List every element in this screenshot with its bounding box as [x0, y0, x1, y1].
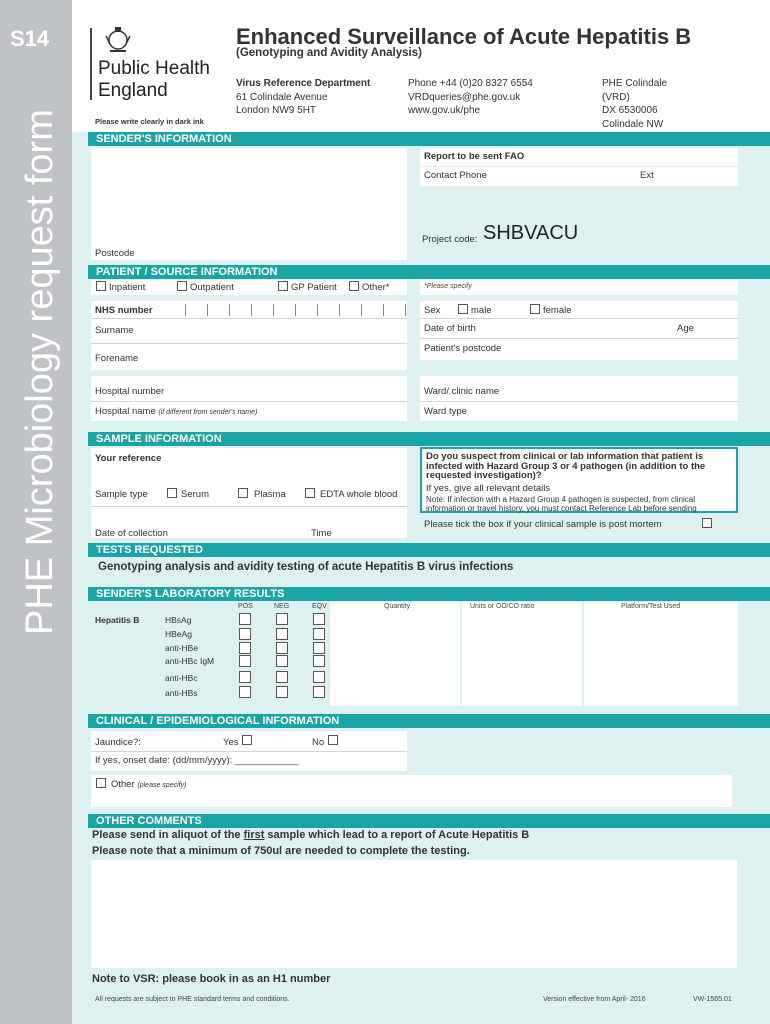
hbsag-pos-checkbox[interactable] — [239, 613, 251, 625]
hbeag-neg-checkbox[interactable] — [276, 628, 288, 640]
platform-column[interactable] — [584, 602, 738, 706]
pos-header: POS — [238, 603, 253, 610]
other-comments-field[interactable] — [91, 860, 737, 968]
sender-address-field[interactable] — [91, 148, 407, 260]
platform-header: Platform/Test Used — [621, 603, 681, 610]
hbeag-pos-checkbox[interactable] — [239, 628, 251, 640]
neg-header: NEG — [274, 603, 290, 610]
marker-label: HBeAg — [165, 629, 192, 639]
hbsag-neg-checkbox[interactable] — [276, 613, 288, 625]
please-specify-label: *Please specify — [424, 283, 472, 290]
date-collection-label: Date of collection — [95, 528, 168, 539]
post-mortem-label: Please tick the box if your clinical sample is post mortem — [424, 519, 662, 530]
report-fao-label: Report to be sent FAO — [424, 151, 525, 162]
quantity-column[interactable] — [330, 602, 460, 706]
hazard-group-note: Note: If infection with a Hazard Group 4 pathogen is suspected, from clinical information or travel history, you must contact Reference Lab before sending — [426, 495, 697, 513]
ext-label: Ext — [640, 170, 654, 181]
section-clinical-epidemiological: CLINICAL / EPIDEMIOLOGICAL INFORMATION — [88, 714, 770, 728]
anti-hbc-neg-checkbox[interactable] — [276, 671, 288, 683]
marker-label: anti-HBc — [165, 673, 198, 683]
hepatitis-b-label: Hepatitis B — [95, 615, 140, 625]
postcode-label: Postcode — [95, 248, 135, 259]
anti-hbc-pos-checkbox[interactable] — [239, 671, 251, 683]
anti-hbs-eqv-checkbox[interactable] — [313, 686, 325, 698]
nhs-number-label: NHS number — [95, 305, 153, 316]
other-patient-label: Other* — [362, 282, 390, 293]
section-lab-results: SENDER'S LABORATORY RESULTS — [88, 587, 770, 601]
section-senders-information: SENDER'S INFORMATION — [88, 132, 770, 146]
serum-label: Serum — [181, 489, 209, 500]
document-code: VW-1565.01 — [693, 996, 732, 1003]
sex-label: Sex — [424, 305, 441, 316]
tests-requested-text: Genotyping analysis and avidity testing of acute Hepatitis B virus infections — [98, 561, 514, 573]
jaundice-no-label: No — [312, 737, 325, 748]
jaundice-yes-checkbox[interactable] — [242, 735, 252, 745]
ward-clinic-label: Ward/ clinic name — [424, 386, 500, 397]
contact-phone-label: Contact Phone — [424, 170, 487, 181]
dark-ink-note: Please write clearly in dark ink — [95, 117, 204, 126]
marker-label: anti-HBs — [165, 688, 198, 698]
hbsag-eqv-checkbox[interactable] — [313, 613, 325, 625]
project-code-value: SHBVACU — [483, 222, 579, 244]
male-checkbox[interactable] — [458, 304, 468, 314]
other-clinical-label: Other (please specify) — [111, 779, 187, 790]
outpatient-checkbox[interactable] — [177, 281, 187, 291]
hospital-name-label: Hospital name (if different from sender's name) — [95, 406, 258, 417]
royal-crest-icon — [98, 24, 138, 54]
age-label: Age — [677, 323, 694, 334]
comment-line-2: Please note that a minimum of 750ul are needed to complete the testing. — [92, 845, 470, 857]
anti-hbc-igm-eqv-checkbox[interactable] — [313, 655, 325, 667]
plasma-label: Plasma — [254, 489, 286, 500]
anti-hbc-igm-neg-checkbox[interactable] — [276, 655, 288, 667]
anti-hbc-eqv-checkbox[interactable] — [313, 671, 325, 683]
form-code: S14 — [10, 26, 50, 51]
address-block: Virus Reference Department 61 Colindale Avenue London NW9 5HT — [236, 78, 371, 116]
form-title: Enhanced Surveillance of Acute Hepatitis B — [236, 24, 692, 49]
eqv-header: EQV — [312, 603, 327, 610]
forename-label: Forename — [95, 353, 139, 364]
section-sample-information: SAMPLE INFORMATION — [88, 432, 770, 446]
terms-footer: All requests are subject to PHE standard terms and conditions. — [95, 996, 290, 1003]
gp-patient-label: GP Patient — [291, 282, 337, 293]
units-header: Units or OD/CO ratio — [470, 603, 535, 610]
male-label: male — [471, 305, 492, 316]
time-label: Time — [311, 528, 332, 539]
section-patient-source: PATIENT / SOURCE INFORMATION — [88, 265, 770, 279]
ward-type-label: Ward type — [424, 406, 467, 417]
outpatient-label: Outpatient — [190, 282, 234, 293]
inpatient-label: Inpatient — [109, 282, 146, 293]
female-label: female — [543, 305, 572, 316]
other-clinical-checkbox[interactable] — [96, 778, 106, 788]
comment-line-1: Please send in aliquot of the first sample which lead to a report of Acute Hepatitis B — [92, 829, 530, 841]
other-patient-checkbox[interactable] — [349, 281, 359, 291]
dob-label: Date of birth — [424, 323, 476, 334]
marker-label: anti-HBe — [165, 643, 199, 653]
edta-checkbox[interactable] — [305, 488, 315, 498]
hbeag-eqv-checkbox[interactable] — [313, 628, 325, 640]
hazard-group-question: Do you suspect from clinical or lab information that patient is infected with Hazard Group 3 or 4 pathogen (in addition to the requested investigation)? — [426, 451, 706, 481]
dx-block: PHE Colindale (VRD) DX 6530006 Colindale NW — [602, 78, 668, 130]
surname-label: Surname — [95, 325, 134, 336]
marker-label: HBsAg — [165, 615, 192, 625]
anti-hbe-pos-checkbox[interactable] — [239, 642, 251, 654]
quantity-header: Quantity — [384, 603, 411, 610]
anti-hbc-igm-pos-checkbox[interactable] — [239, 655, 251, 667]
section-tests-requested: TESTS REQUESTED — [88, 543, 770, 557]
project-code-label: Project code: — [422, 234, 478, 245]
section-other-comments: OTHER COMMENTS — [88, 814, 770, 828]
jaundice-label: Jaundice?: — [95, 737, 141, 748]
anti-hbs-neg-checkbox[interactable] — [276, 686, 288, 698]
sample-type-label: Sample type — [95, 489, 148, 500]
form-vertical-title: PHE Microbiology request form — [19, 109, 61, 635]
anti-hbe-eqv-checkbox[interactable] — [313, 642, 325, 654]
if-yes-details-label: If yes, give all relevant details — [426, 483, 551, 494]
jaundice-no-checkbox[interactable] — [328, 735, 338, 745]
contact-block: Phone +44 (0)20 8327 6554 VRDqueries@phe.gov.uk www.gov.uk/phe — [408, 78, 533, 116]
post-mortem-checkbox[interactable] — [702, 518, 712, 528]
marker-label: anti-HBc IgM — [165, 656, 215, 666]
inpatient-checkbox[interactable] — [96, 281, 106, 291]
phe-logo: Public Health England — [98, 58, 210, 101]
anti-hbe-neg-checkbox[interactable] — [276, 642, 288, 654]
edta-label: EDTA whole blood — [320, 489, 398, 500]
units-column[interactable] — [462, 602, 582, 706]
ward-box — [420, 376, 738, 421]
female-checkbox[interactable] — [530, 304, 540, 314]
onset-date-field[interactable]: If yes, onset date: (dd/mm/yyyy): ____________ — [95, 755, 299, 766]
form-subtitle: (Genotyping and Avidity Analysis) — [236, 47, 422, 59]
hospital-number-label: Hospital number — [95, 386, 165, 397]
patient-postcode-label: Patient's postcode — [424, 343, 502, 354]
version-footer: Version effective from April- 2016 — [543, 996, 646, 1003]
anti-hbs-pos-checkbox[interactable] — [239, 686, 251, 698]
your-reference-label: Your reference — [95, 453, 162, 464]
vsr-note: Note to VSR: please book in as an H1 number — [92, 973, 331, 985]
serum-checkbox[interactable] — [167, 488, 177, 498]
other-clinical-field[interactable] — [91, 775, 732, 807]
jaundice-yes-label: Yes — [223, 737, 239, 748]
gp-patient-checkbox[interactable] — [278, 281, 288, 291]
plasma-checkbox[interactable] — [238, 488, 248, 498]
logo-divider — [90, 28, 92, 100]
